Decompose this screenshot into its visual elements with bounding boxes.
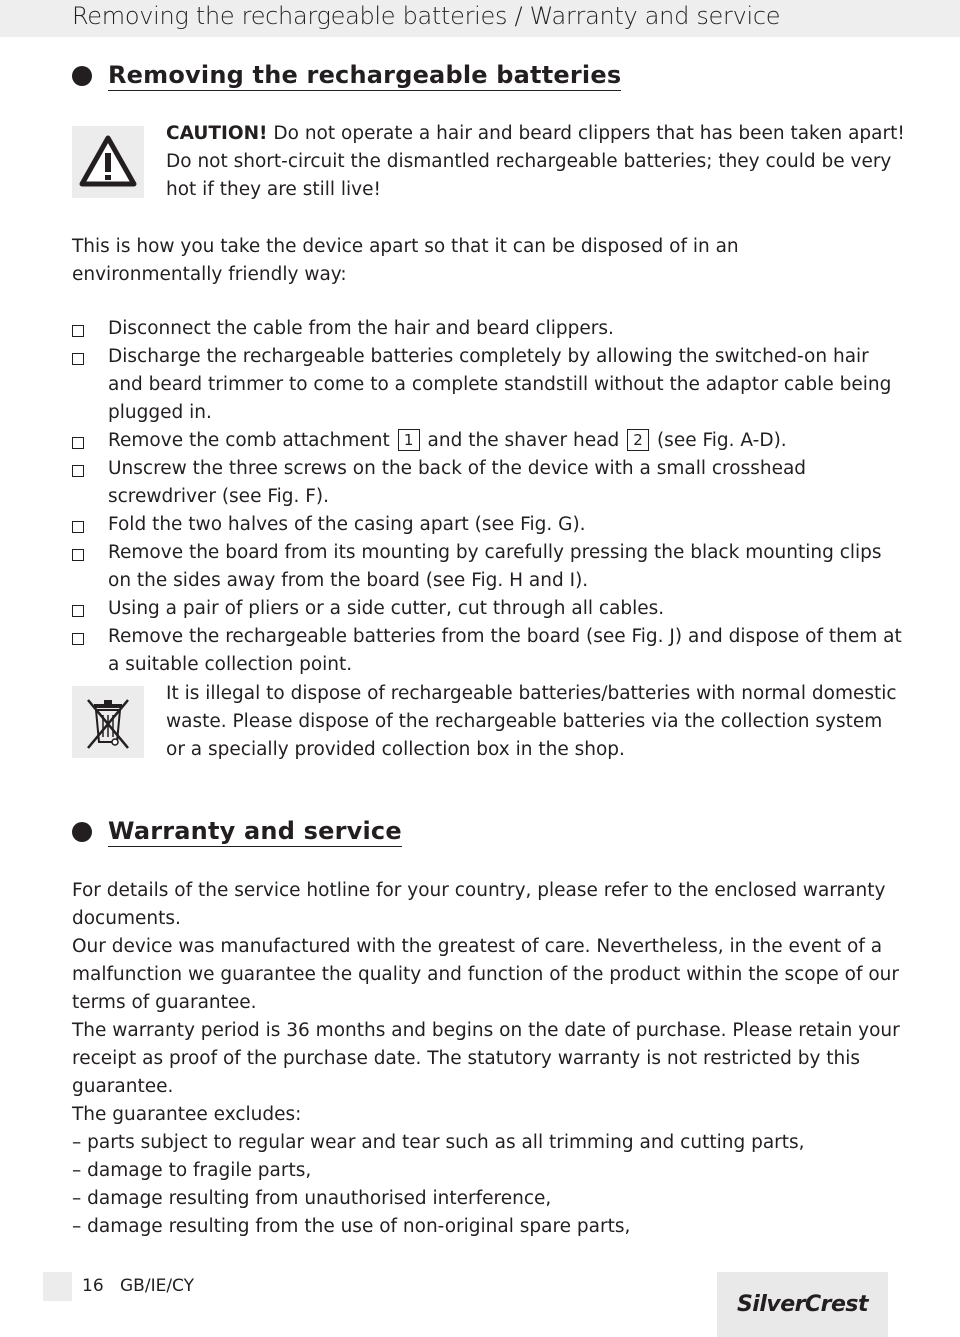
intro-paragraph: This is how you take the device apart so that it can be disposed of in an environmentally friendly way: xyxy=(72,236,739,285)
region-code: GB/IE/CY xyxy=(120,1276,195,1296)
disassembly-steps xyxy=(72,315,902,679)
list-item: Remove the rechargeable batteries from the board (see Fig. J) and dispose of them at a suitable collection point. xyxy=(72,623,902,679)
warranty-paragraph-1: For details of the service hotline for your country, please refer to the enclosed warranty documents. xyxy=(72,880,886,929)
caution-label: CAUTION! xyxy=(166,123,268,144)
caution-paragraph xyxy=(166,120,906,204)
crossed-out-bin-icon xyxy=(72,686,144,758)
bullet-icon xyxy=(72,66,92,86)
part-reference-1: 1 xyxy=(398,429,420,451)
section-heading-removing-batteries xyxy=(72,61,621,91)
page-number: 16 xyxy=(82,1276,104,1296)
checkbox-bullet-icon xyxy=(72,353,84,365)
part-reference-2: 2 xyxy=(627,429,649,451)
brand-logo-text: SilverCrest xyxy=(736,1292,869,1317)
checkbox-bullet-icon xyxy=(72,633,84,645)
warranty-paragraph-2: Our device was manufactured with the greatest of care. Nevertheless, in the event of a malfunction we guarantee the quality and function of the product within the scope of our terms of guarantee. xyxy=(72,936,899,1013)
list-item: Disconnect the cable from the hair and beard clippers. xyxy=(72,315,902,343)
list-item: Unscrew the three screws on the back of the device with a small crosshead screwdriver (see Fig. F). xyxy=(72,455,902,511)
warranty-paragraph-3: The warranty period is 36 months and begins on the date of purchase. Please retain your receipt as proof of the purchase date. The statutory warranty is not restricted by this guarantee. xyxy=(72,1020,900,1097)
page-header xyxy=(0,0,960,37)
checkbox-bullet-icon xyxy=(72,437,84,449)
section-heading-warranty xyxy=(72,817,402,847)
list-item: Remove the comb attachment 1 and the shaver head 2 (see Fig. A-D). xyxy=(72,427,902,455)
bullet-icon xyxy=(72,822,92,842)
list-item: Using a pair of pliers or a side cutter, cut through all cables. xyxy=(72,595,902,623)
list-item: – parts subject to regular wear and tear such as all trimming and cutting parts, xyxy=(72,1132,805,1153)
caution-text: Do not operate a hair and beard clippers that has been taken apart! Do not short-circuit the dismantled rechargeable batteries; they could be very hot if they are still live! xyxy=(166,123,905,200)
warning-triangle-icon xyxy=(72,126,144,198)
list-item: Remove the board from its mounting by carefully pressing the black mounting clips on the sides away from the board (see Fig. H and I). xyxy=(72,539,902,595)
list-item: Fold the two halves of the casing apart (see Fig. G). xyxy=(72,511,902,539)
disposal-note: It is illegal to dispose of rechargeable batteries/batteries with normal domestic waste. Please dispose of the rechargeable batteries via the collection system or a specially provided collection box in the shop. xyxy=(166,683,897,760)
list-item: – damage resulting from unauthorised interference, xyxy=(72,1188,552,1209)
brand-logo xyxy=(717,1272,888,1337)
footer-page-marker xyxy=(43,1272,72,1301)
section-heading-text: Removing the rechargeable batteries xyxy=(108,61,622,89)
excludes-title: The guarantee excludes: xyxy=(72,1104,302,1125)
checkbox-bullet-icon xyxy=(72,549,84,561)
list-item: – damage resulting from the use of non-original spare parts, xyxy=(72,1216,631,1237)
page-title: Removing the rechargeable batteries / Warranty and service xyxy=(72,2,781,30)
checkbox-bullet-icon xyxy=(72,465,84,477)
list-item: – damage to fragile parts, xyxy=(72,1160,312,1181)
list-item: Discharge the rechargeable batteries completely by allowing the switched-on hair and beard trimmer to come to a complete standstill without the adaptor cable being plugged in. xyxy=(72,343,902,427)
checkbox-bullet-icon xyxy=(72,325,84,337)
checkbox-bullet-icon xyxy=(72,605,84,617)
excludes-list xyxy=(72,1129,902,1241)
checkbox-bullet-icon xyxy=(72,521,84,533)
section-heading-text: Warranty and service xyxy=(108,817,402,845)
